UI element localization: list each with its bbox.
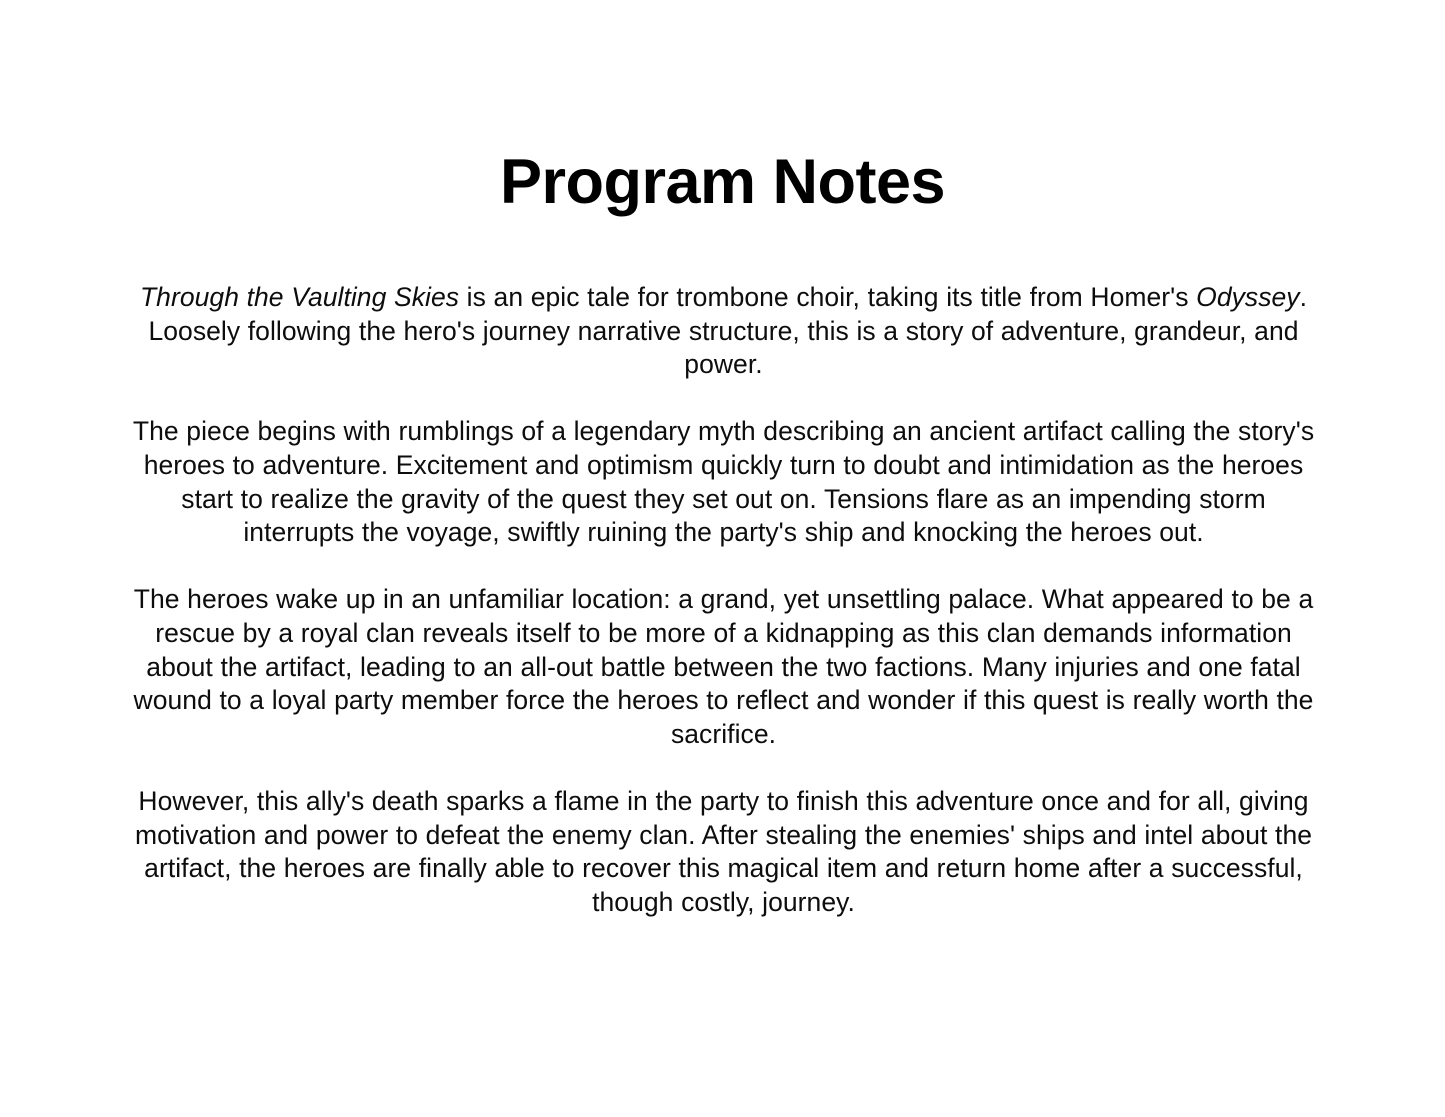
paragraph-1 (130, 281, 1317, 382)
paragraph-4-run-1: However, this ally's death sparks a flame in the party to finish this adventure once and for all, giving motivation and power to defeat the enemy clan. After stealing the enemies' ships and intel about the artifact, the heroes are finally able to recover this magical item and return home after a successful, though costly, journey. (134, 785, 1313, 917)
odyssey-title-italic: Odyssey (1196, 282, 1300, 312)
paragraph-2-run-1: The piece begins with rumblings of a legendary myth describing an ancient artifact calling the story's heroes to adventure. Excitement and optimism quickly turn to doubt and intimidation as the heroes start to realize the gravity of the quest they set out on. Tensions flare as an impending storm interrupts the voyage, swiftly ruining the party's ship and knocking the heroes out. (132, 416, 1315, 548)
paragraph-2 (130, 415, 1317, 549)
paragraph-3-run-1: The heroes wake up in an unfamiliar location: a grand, yet unsettling palace. What appeared to be a rescue by a royal clan reveals itself to be more of a kidnapping as this clan demands information about the artifact, leading to an all-out battle between the two factions. Many injuries and one fatal wound to a loyal party member force the heroes to reflect and wonder if this quest is really worth the sacrifice. (133, 584, 1314, 749)
work-title-italic: Through the Vaulting Skies (139, 282, 460, 312)
paragraph-3 (130, 583, 1317, 751)
paragraph-1-run-2: is an epic tale for trombone choir, taking its title from Homer's (459, 282, 1197, 312)
paragraph-4 (130, 785, 1317, 919)
program-notes-body (130, 281, 1317, 919)
paragraph-1-run-4: . Loosely following the hero's journey narrative structure, this is a story of adventure, grandeur, and power. (148, 282, 1308, 380)
page-title: Program Notes (499, 147, 946, 217)
